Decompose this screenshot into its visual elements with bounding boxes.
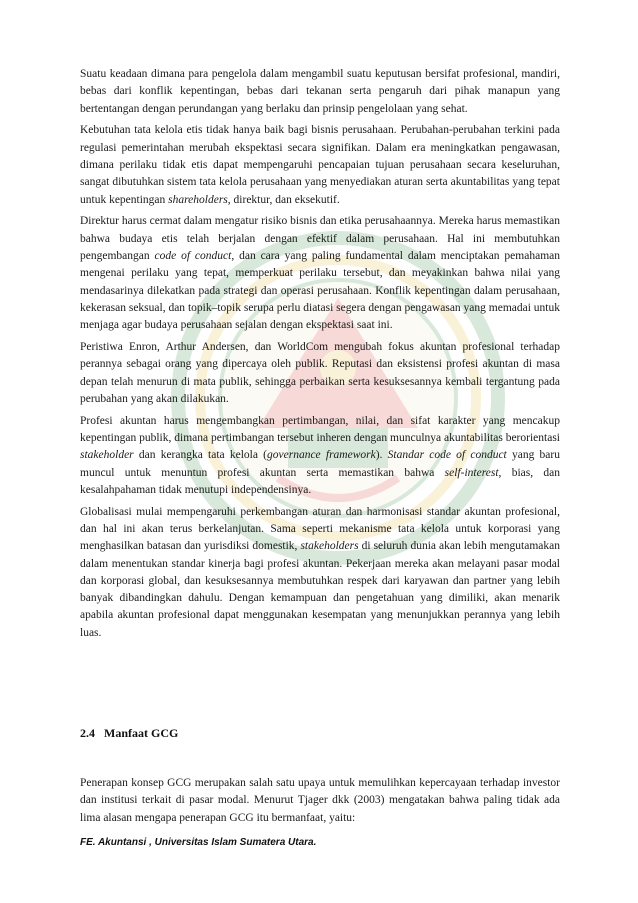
section-heading xyxy=(80,726,184,741)
section-number: 2.4 xyxy=(80,726,95,740)
text-segment: Suatu keadaan dimana para pengelola dalam mengambil suatu keputusan bersifat profesional, mandiri, bebas dari konflik kepentingan, bebas dari tekanan serta pengaruh dari pihak manapun yang bertentangan dengan perundangan yang berlaku dan prinsip pengelolaan yang sehat. xyxy=(80,68,560,115)
text-segment: Profesi akuntan harus mengembangkan pertimbangan, nilai, dan sifat karakter yang mencakup kepentingan publik, dimana pertimbangan tersebut inheren dengan munculnya akuntabilitas berorientasi xyxy=(80,414,560,444)
text-segment: , direktur, dan eksekutif. xyxy=(227,193,340,206)
text-segment: yang baru muncul untuk menuntun profesi akuntan serta memastikan bahwa xyxy=(80,449,560,479)
page-footer: FE. Akuntansi , Universitas Islam Sumatera Utara. xyxy=(80,837,317,848)
paragraph xyxy=(80,413,560,499)
text-segment: Peristiwa Enron, Arthur Andersen, dan WorldCom mengubah fokus akuntan profesional terhadap perannya sebagai orang yang dipercaya oleh publik. Reputasi dan eksistensi profesi akuntan di masa depan telah menurun di mata publik, sehingga perbaikan serta kesuksesannya kembali tergantung pada perubahan yang akan dilakukan. xyxy=(80,340,560,405)
paragraph xyxy=(80,213,560,334)
text-segment: Kebutuhan tata kelola etis tidak hanya baik bagi bisnis perusahaan. Perubahan-perubahan terkini pada regulasi pemerintahan merubah ekspektasi secara signifikan. Dalam era meningkatkan pengawasan, dimana perilaku tidak etis dapat mempengaruhi pencapaian tujuan perusahaan secara keseluruhan, sangat dibutuhkan sistem tata kelola perusahaan yang menyediakan aturan serta akuntabilitas yang tepat untuk kepentingan xyxy=(80,124,560,206)
paragraph xyxy=(80,339,560,408)
text-segment: dan kerangka tata kelola ( xyxy=(133,449,268,462)
text-segment: ). xyxy=(375,449,388,462)
body-text xyxy=(80,66,560,642)
italic-term: Standar code of conduct xyxy=(387,449,507,462)
italic-term: code of conduct xyxy=(154,249,232,262)
section-title: Manfaat GCG xyxy=(104,726,179,740)
italic-term: stakeholder xyxy=(80,449,134,462)
text-segment: Direktur harus cermat dalam mengatur risiko bisnis dan etika perusahaannya. Mereka harus memastikan bahwa budaya etis telah berjalan dengan efektif dalam perusahaan. Hal ini membutuhkan pengembangan xyxy=(80,215,560,262)
text-segment: , bias, dan kesalahpahaman tidak menutupi independensinya. xyxy=(80,466,560,496)
text-segment: Globalisasi mulai mempengaruhi perkembangan aturan dan harmonisasi standar akuntan profesional, dan hal ini akan terus berkelanjutan. Sama seperti mekanisme tata kelola untuk korporasi yang menghasilkan batasan dan yurisdiksi domestik, xyxy=(80,505,560,553)
italic-term: shareholders xyxy=(168,193,228,206)
paragraph xyxy=(80,504,560,642)
section-paragraph: Penerapan konsep GCG merupakan salah satu upaya untuk memulihkan kepercayaan terhadap investor dan institusi terkait di pasar modal. Menurut Tjager dkk (2003) mengatakan bahwa paling tidak ada lima alasan mengapa penerapan GCG itu bermanfaat, yaitu: xyxy=(80,777,560,824)
paragraph xyxy=(80,122,560,208)
italic-term: governance framework xyxy=(267,449,376,462)
italic-term: stakeholders xyxy=(300,540,359,553)
italic-term: self-interest xyxy=(444,466,499,479)
text-segment: di seluruh dunia akan lebih mengutamakan dalam menentukan standar kinerja bagi profesi akuntan. Pekerjaan mereka akan melayani pasar modal dan korporasi global, dan kesuksesannya membutuhkan respek dari karyawan dan partner yang lebih banyak dibandingkan dahulu. Dengan kemampuan dan pengetahuan yang dimiliki, akan menarik apabila akuntan profesional dapat menggunakan kesempatan yang menunjukkan perannya yang lebih luas. xyxy=(80,540,560,639)
text-segment: , dan cara yang paling fundamental dalam menciptakan pemahaman mengenai perilaku yang tepat, memperkuat perilaku tersebut, dan meyakinkan bahwa nilai yang mendasarinya dilekatkan pada strategi dan operasi perusahaan. Konflik kepentingan dalam perusahaan, kekerasan seksual, dan topik–topik serupa perlu diatasi segera dengan pengawasan yang memadai untuk menjaga agar budaya perusahaan sejalan dengan ekspektasi saat ini. xyxy=(80,249,560,332)
paragraph xyxy=(80,66,560,118)
